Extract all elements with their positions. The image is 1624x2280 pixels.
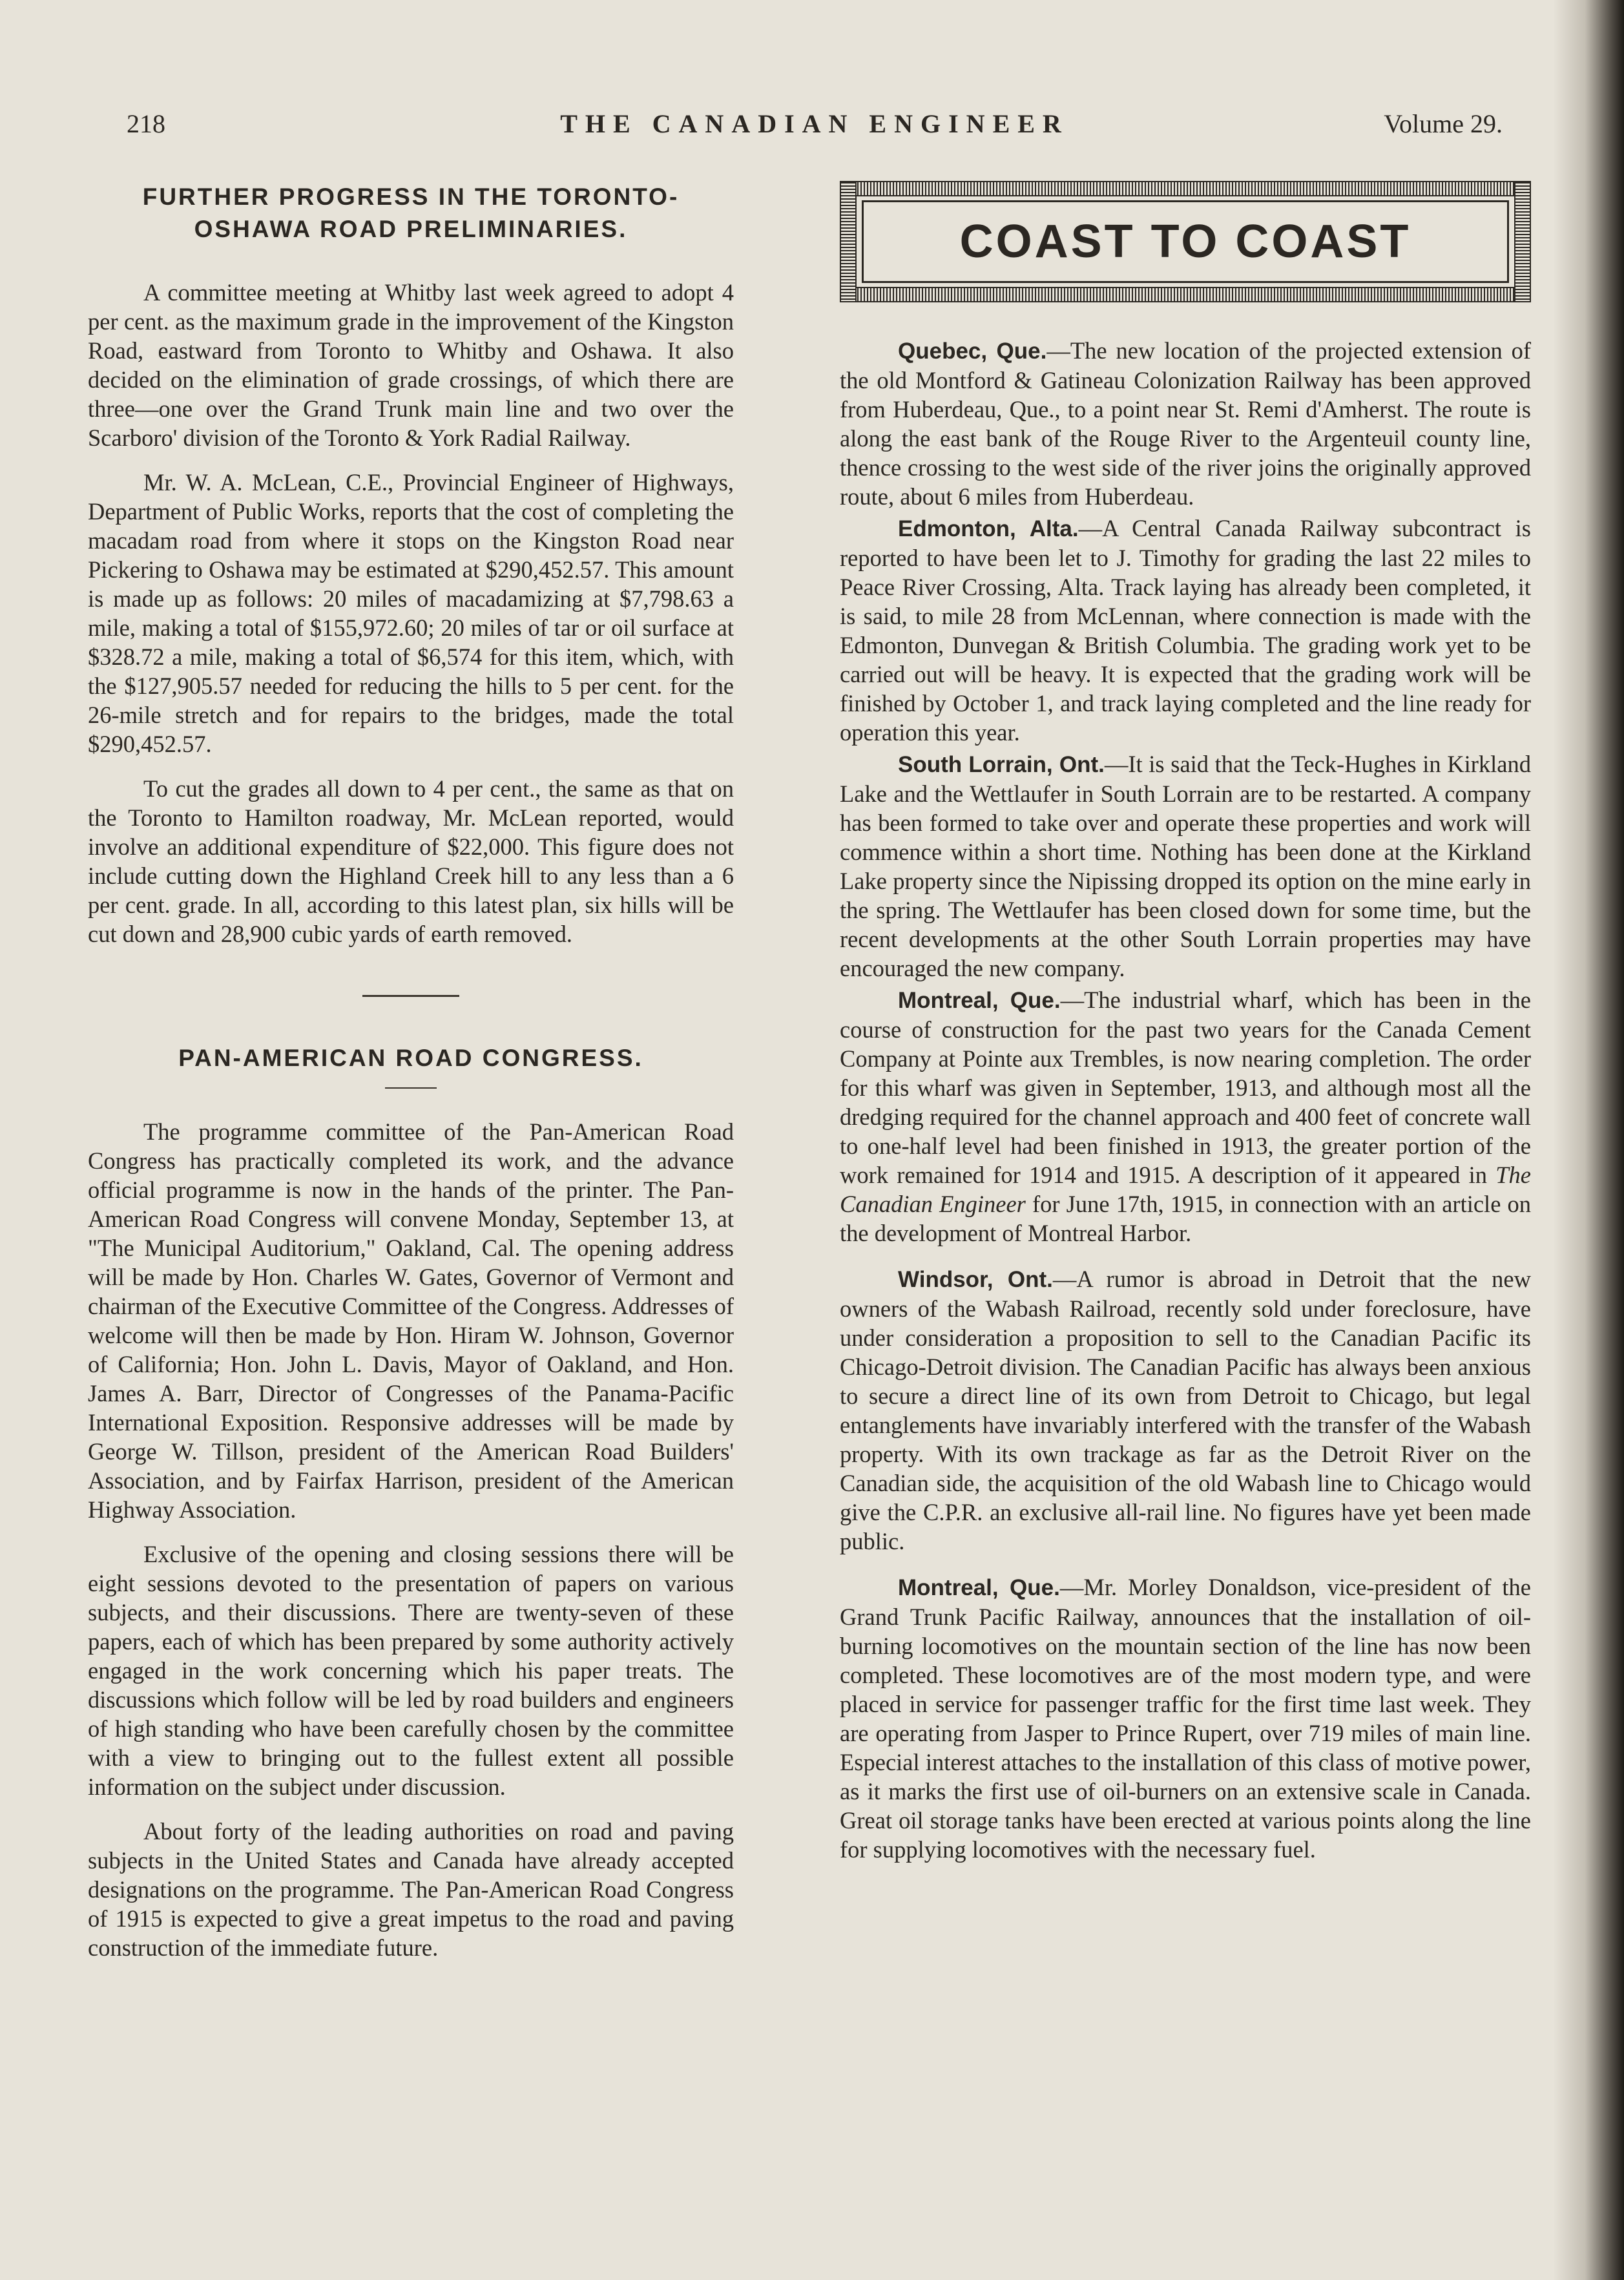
coast-to-coast-banner	[840, 181, 1531, 302]
dateline: Montreal, Que.	[898, 1575, 1060, 1600]
banner-border-right	[1514, 181, 1531, 302]
paragraph: Mr. W. A. McLean, C.E., Provincial Engineer of Highways, Department of Public Works, reports that the cost of completing the macadam road from where it stops on the Kingston Road near Pickering to Oshawa may be estimated at $290,452.57. This amount is made up as follows: 20 miles of macadamizing at $7,798.63 a mile, making a total of $155,972.60; 20 miles of tar or oil surface at $328.72 a mile, making a total of $6,574 for this item, which, with the $127,905.57 needed for reducing the hills to 5 per cent. for the 26-mile stretch and for repairs to the bridges, made the total $290,452.57.	[88, 468, 734, 757]
publication-title: The Canadian Engineer	[840, 1162, 1531, 1217]
paragraph: The programme committee of the Pan-American Road Congress has practically completed its work, and the advance official programme is now in the hands of the printer. The Pan-American Road Congress will convene Monday, September 13, at "The Municipal Auditorium," Oakland, Cal. The opening address will be made by Hon. Charles W. Gates, Governor of Vermont and chairman of the Executive Committee of the Congress. Addresses of welcome will then be made by Hon. Hiram W. Johnson, Governor of California; Hon. John L. Davis, Mayor of Oakland, and Hon. James A. Barr, Director of Congresses of the Panama-Pacific International Exposition. Responsive addresses will be made by George W. Tillson, president of the American Road Builders' Association, and by Fairfax Harrison, president of the American Highway Association.	[88, 1118, 734, 1523]
page-binding-edge	[1553, 0, 1624, 2280]
news-item	[840, 749, 1531, 983]
heading-line-2: OSHAWA ROAD PRELIMINARIES.	[194, 215, 628, 242]
banner-border-bottom	[840, 287, 1531, 302]
news-text: for June 17th, 1915, in connection with an article on the development of Montreal Harbor.	[840, 1191, 1531, 1246]
banner-border-top	[840, 181, 1531, 196]
heading-line-1: FURTHER PROGRESS IN THE TORONTO-	[142, 183, 680, 210]
paragraph: Exclusive of the opening and closing sessions there will be eight sessions devoted to the presentation of papers on various subjects, and their discussions. There are twenty-seven of these papers, each of which has been prepared by some authority actively engaged in the work concerning which his paper treats. The discussions which follow will be led by road builders and engineers of high standing who have been carefully chosen by the committee with a view to bringing out to the fullest extent all possible information on the subject under discussion.	[88, 1540, 734, 1800]
page-header	[127, 109, 1503, 147]
news-text: —A rumor is abroad in Detroit that the new owners of the Wabash Railroad, recently sold under foreclosure, have under consideration a proposition to sell to the Canadian Pacific its Chicago-Detroit division. The Canadian Pacific has always been anxious to secure a direct line of its own from Detroit to Chicago, but legal entanglements have invariably interfered with the transfer of the Wabash property. With its own trackage as far as the Detroit River on the Canadian side, the acquisition of the old Wabash line to Chicago would give the C.P.R. an exclusive all-rail line. No figures have yet been made public.	[840, 1266, 1531, 1554]
dateline: Montreal, Que.	[898, 988, 1061, 1013]
news-text: —Mr. Morley Donaldson, vice-president of the Grand Trunk Pacific Railway, announces that the installation of oil-burning locomotives on the mountain section of the line has now been completed. These locomotives are of the most modern type, and were placed in service for passenger traffic for the first time last week. They are operating from Jasper to Prince Rupert, over 719 miles of main line. Especial interest attaches to the installation of this class of motive power, as it marks the first use of oil-burners on an extensive scale in Canada. Great oil storage tanks have been erected at various points along the line for supplying locomotives with the necessary fuel.	[840, 1574, 1531, 1863]
dateline: Quebec, Que.	[898, 339, 1047, 364]
article-separator	[362, 995, 459, 997]
volume-label: Volume 29.	[1384, 109, 1503, 138]
article-heading-toronto-oshawa	[88, 181, 734, 246]
dateline: Edmonton, Alta.	[898, 516, 1079, 541]
paragraph: To cut the grades all down to 4 per cent., the same as that on the Toronto to Hamilton roadway, Mr. McLean reported, would involve an additional expenditure of $22,000. This figure does not include cutting down the Highland Creek hill to any less than a 6 per cent. grade. In all, according to this latest plan, six hills will be cut down and 28,900 cubic yards of earth removed.	[88, 775, 734, 947]
news-text: —It is said that the Teck-Hughes in Kirkland Lake and the Wettlaufer in South Lorrain are to be restarted. A company has been formed to take over and operate these properties and work will commence within a short time. Nothing has been done at the Kirkland Lake property since the Nipissing dropped its option on the mine early in the spring. The Wettlaufer has been closed down for some time, but the recent developments at the other South Lorrain properties may have encouraged the new company.	[840, 751, 1531, 981]
news-item	[840, 336, 1531, 511]
page-number: 218	[127, 109, 165, 138]
paragraph: A committee meeting at Whitby last week agreed to adopt 4 per cent. as the maximum grade in the improvement of the Kingston Road, eastward from Toronto to Whitby and Oshawa. It also decided on the elimination of grade crossings, of which there are three—one over the Grand Trunk main line and two over the Scarboro' division of the Toronto & York Radial Railway.	[88, 278, 734, 451]
news-item	[840, 1264, 1531, 1556]
banner-title: COAST TO COAST	[862, 200, 1509, 283]
news-text: —The new location of the projected extension of the old Montford & Gatineau Colonization Railway has been approved from Huberdeau, Que., to a point near St. Remi d'Amherst. The route is along the east bank of the Rouge River to the Argenteuil county line, thence crossing to the west side of the river joins the originally approved route, about 6 miles from Huberdeau.	[840, 337, 1531, 510]
news-text: —The industrial wharf, which has been in the course of construction for the past two years for the Canada Cement Company at Pointe aux Trembles, is now nearing completion. The order for this wharf was given in September, 1913, and although most all the dredging required for the channel approach and 400 feet of concrete wall to one-half level had been finished in 1913, the greater portion of the work remained for 1914 and 1915. A description of it appeared in	[840, 987, 1531, 1188]
news-item	[840, 1573, 1531, 1864]
paragraph: About forty of the leading authorities on road and paving subjects in the United States and Canada have already accepted designations on the programme. The Pan-American Road Congress of 1915 is expected to give a great impetus to the road and paving construction of the immediate future.	[88, 1817, 734, 1961]
dateline: Windsor, Ont.	[898, 1267, 1053, 1292]
dateline: South Lorrain, Ont.	[898, 752, 1105, 777]
news-text: —A Central Canada Railway subcontract is reported to have been let to J. Timothy for grading the last 22 miles to Peace River Crossing, Alta. Track laying has already been completed, it is said, to mile 28 from McLennan, where connection is made with the Edmonton, Dunvegan & British Columbia. The grading work yet to be carried out will be heavy. It is expected that the grading work will be finished by October 1, and track laying completed and the line ready for operation this year.	[840, 515, 1532, 746]
news-item	[840, 514, 1531, 747]
news-item	[840, 985, 1531, 1248]
heading-rule	[385, 1087, 437, 1089]
banner-border-left	[840, 181, 857, 302]
journal-title: THE CANADIAN ENGINEER	[560, 109, 1069, 138]
right-column	[840, 181, 1531, 1864]
article-heading-pan-american: PAN-AMERICAN ROAD CONGRESS.	[178, 1044, 643, 1071]
left-column	[88, 181, 734, 1962]
